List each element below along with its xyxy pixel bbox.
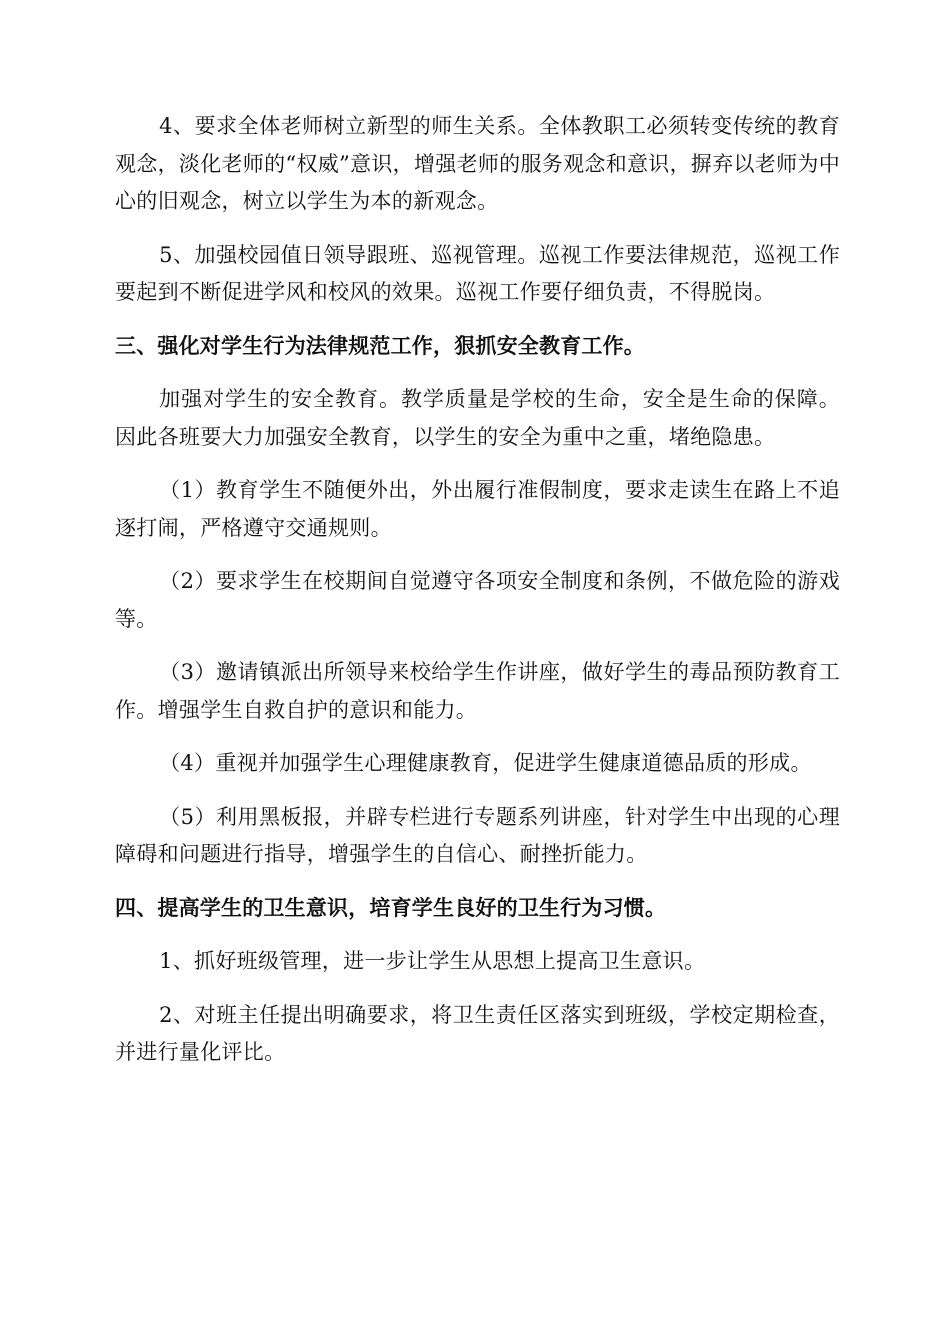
list-item-blackboard-lectures: （5）利用黑板报，并辟专栏进行专题系列讲座，针对学生中出现的心理障碍和问题进行指导，增强学生的自信心、耐挫折能力。 — [115, 804, 840, 866]
paragraph-patrol-management: 5、加强校园值日领导跟班、巡视管理。巡视工作要法律规范，巡视工作要起到不断促进学风和校风的效果。巡视工作要仔细负责，不得脱岗。 — [115, 242, 840, 304]
list-item-leave-system: （1）教育学生不随便外出，外出履行准假制度，要求走读生在路上不追逐打闹，严格遵守交通规则。 — [115, 478, 840, 540]
list-item-hygiene-inspection: 2、对班主任提出明确要求，将卫生责任区落实到班级，学校定期检查，并进行量化评比。 — [115, 1002, 840, 1064]
section-heading-hygiene: 四、提高学生的卫生意识，培育学生良好的卫生行为习惯。 — [115, 895, 667, 920]
list-item-police-lecture: （3）邀请镇派出所领导来校给学生作讲座，做好学生的毒品预防教育工作。增强学生自救自护的意识和能力。 — [115, 660, 840, 722]
list-item-school-rules: （2）要求学生在校期间自觉遵守各项安全制度和条例，不做危险的游戏等。 — [115, 569, 840, 631]
list-item-class-management: 1、抓好班级管理，进一步让学生从思想上提高卫生意识。 — [159, 949, 706, 973]
paragraph-safety-education: 加强对学生的安全教育。教学质量是学校的生命，安全是生命的保障。因此各班要大力加强安全教育，以学生的安全为重中之重，堵绝隐患。 — [115, 387, 840, 449]
list-item-mental-health: （4）重视并加强学生心理健康教育，促进学生健康道德品质的形成。 — [159, 751, 812, 775]
section-heading-safety-education: 三、强化对学生行为法律规范工作，狠抓安全教育工作。 — [115, 333, 645, 358]
paragraph-teacher-student-relationship: 4、要求全体老师树立新型的师生关系。全体教职工必须转变传统的教育观念，淡化老师的“权威”意识，增强老师的服务观念和意识，摒弃以老师为中心的旧观念，树立以学生为本的新观念。 — [115, 114, 840, 213]
